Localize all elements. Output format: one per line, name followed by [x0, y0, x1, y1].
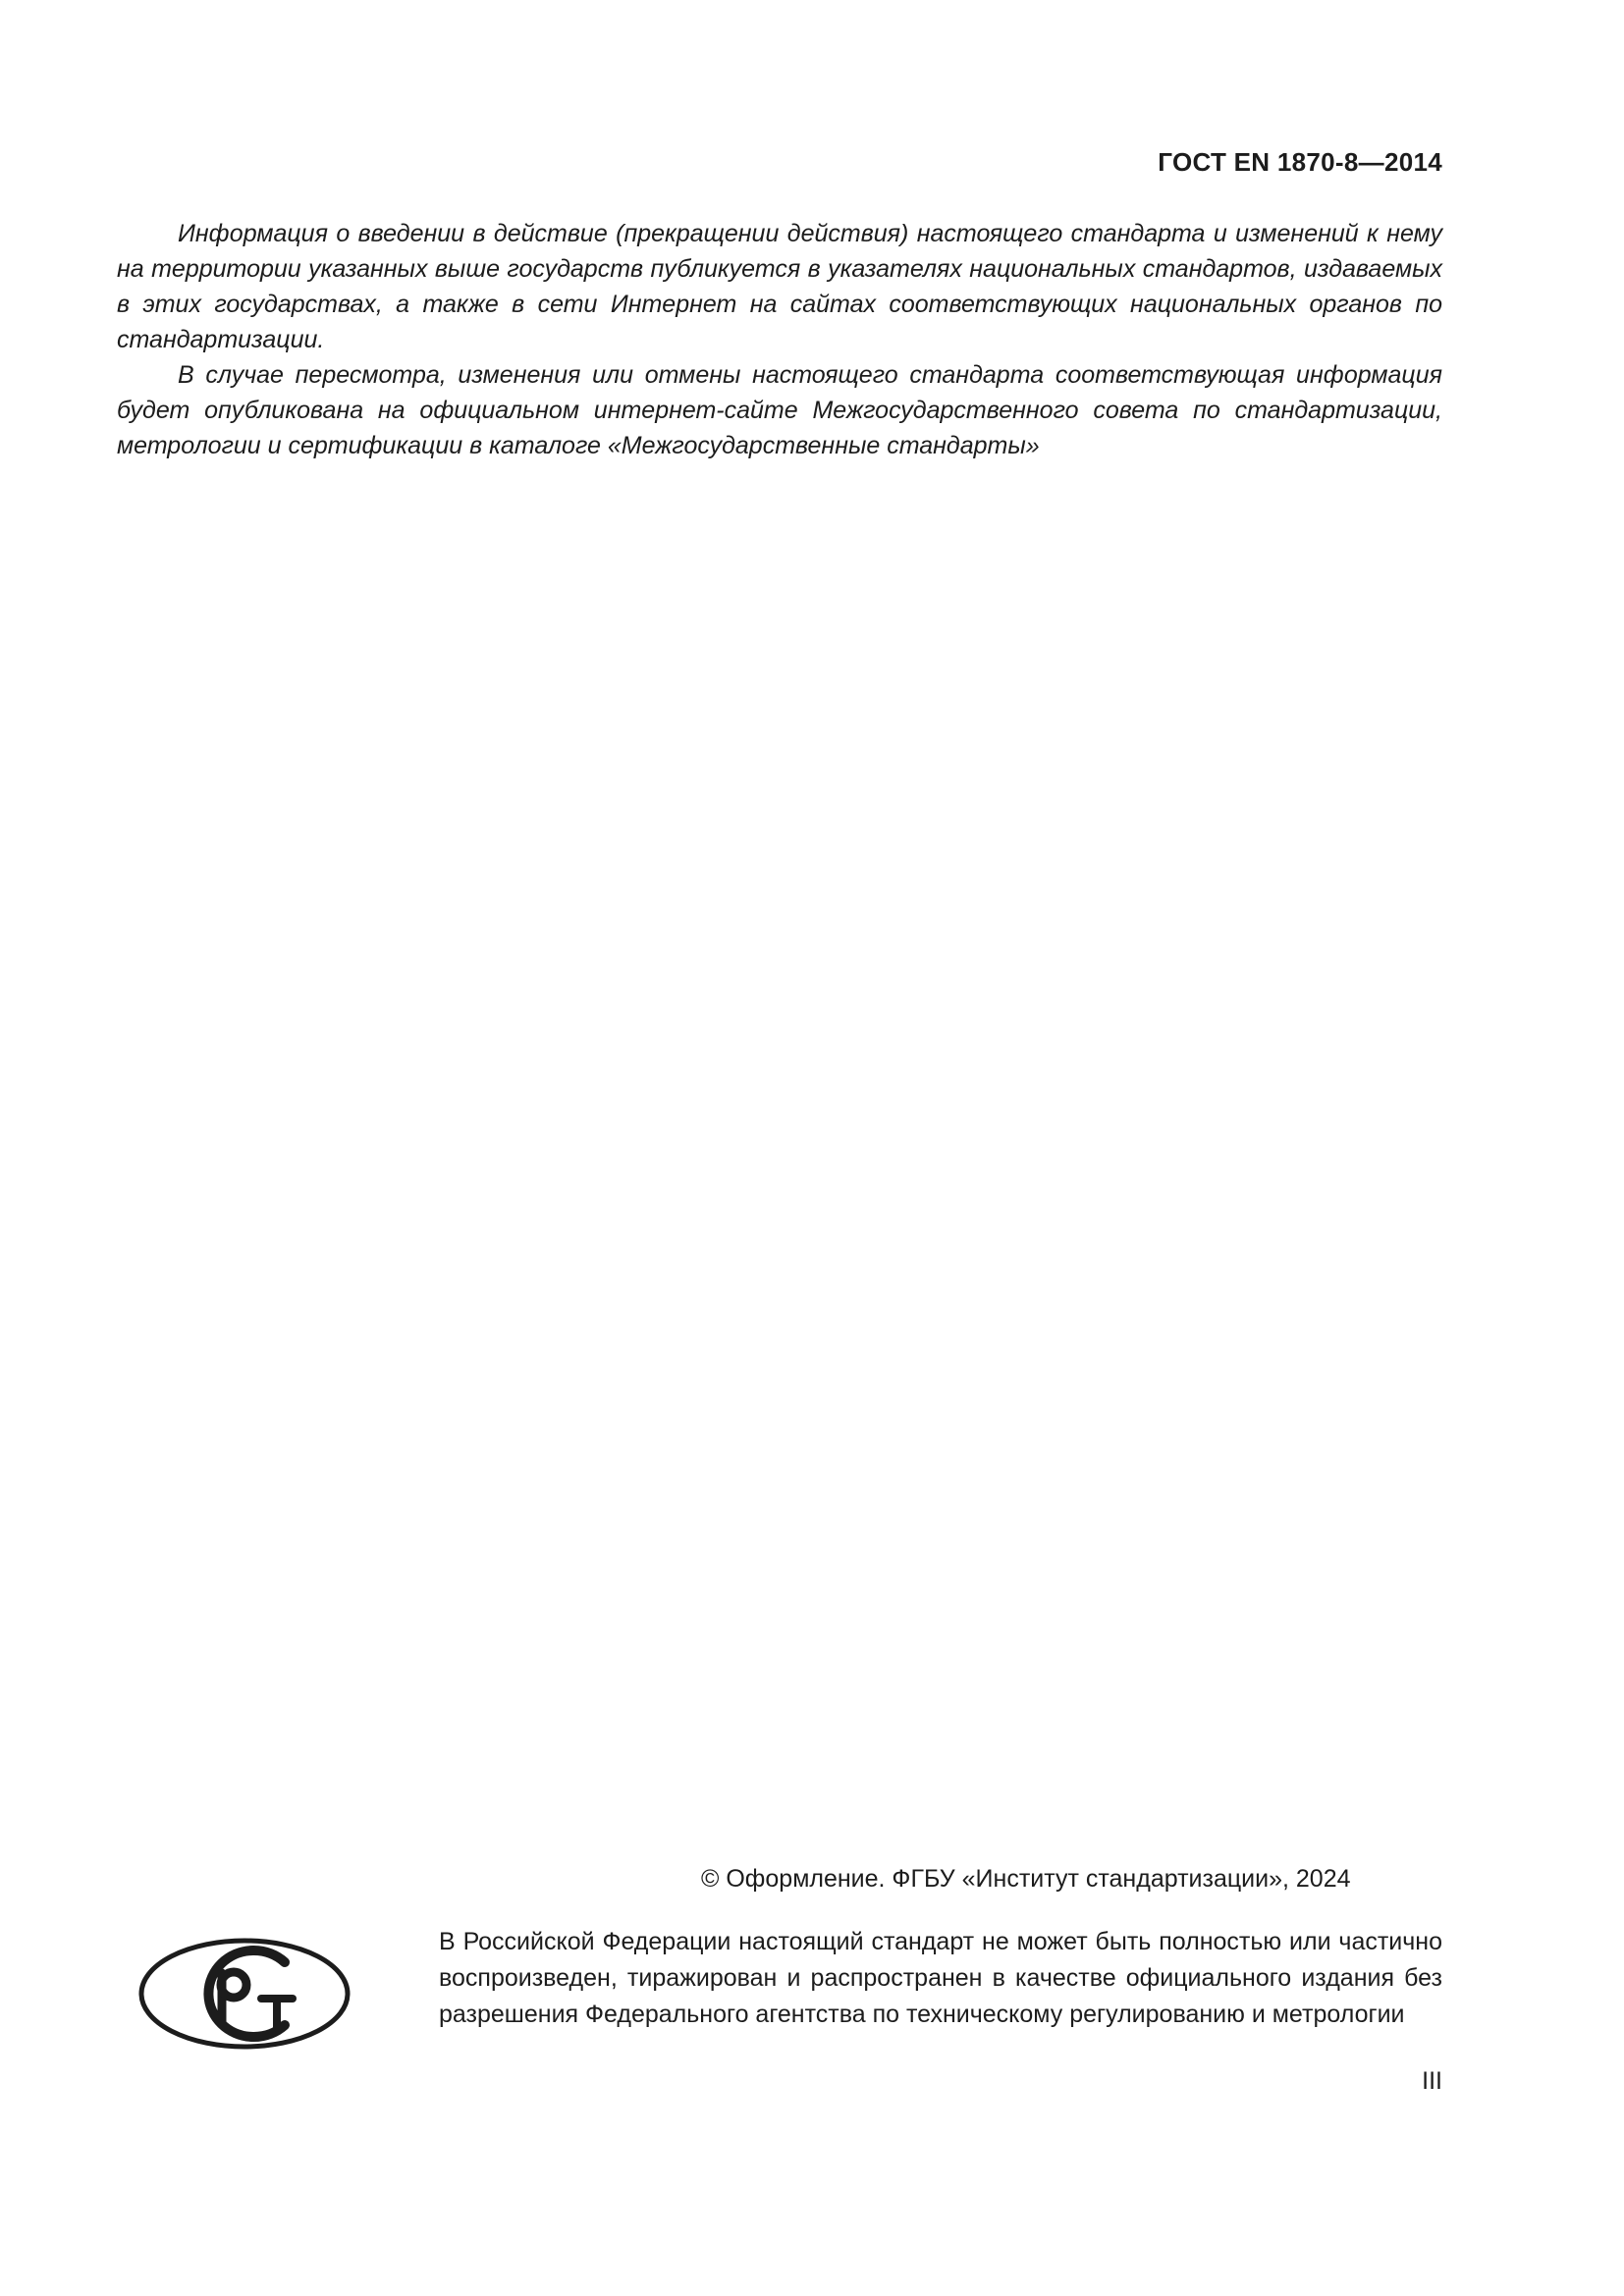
reproduction-restriction-block — [439, 1924, 1442, 2033]
reproduction-restriction-text: В Российской Федерации настоящий стандарт не может быть полностью или частично воспроизведен, тиражирован и распространен в качестве официального издания без разрешения Федерального агентства по техническому регулированию и метрологии — [439, 1928, 1442, 2028]
copyright-notice: © Оформление. ФГБУ «Институт стандартизации», 2024 — [701, 1865, 1351, 1893]
rst-logo — [135, 1936, 353, 2052]
intro-paragraph-revision: В случае пересмотра, изменения или отмены настоящего стандарта соответствующая информация будет опубликована на официальном интернет-сайте Межгосударственного совета по стандартизации, метрологии и сертификации в каталоге «Межгосударственные стандарты» — [117, 361, 1442, 459]
document-number-header: ГОСТ EN 1870-8—2014 — [1158, 147, 1442, 177]
intro-paragraph-availability: Информация о введении в действие (прекращении действия) настоящего стандарта и изменений к нему на территории указанных выше государств публикуется в указателях национальных стандартов, издаваемых в этих государствах, а также в сети Интернет на сайтах соответствующих национальных органов по стандартизации. — [117, 220, 1442, 353]
intro-text-block — [117, 216, 1442, 463]
rst-logo-icon — [135, 1936, 353, 2052]
page-number: III — [1422, 2067, 1442, 2095]
